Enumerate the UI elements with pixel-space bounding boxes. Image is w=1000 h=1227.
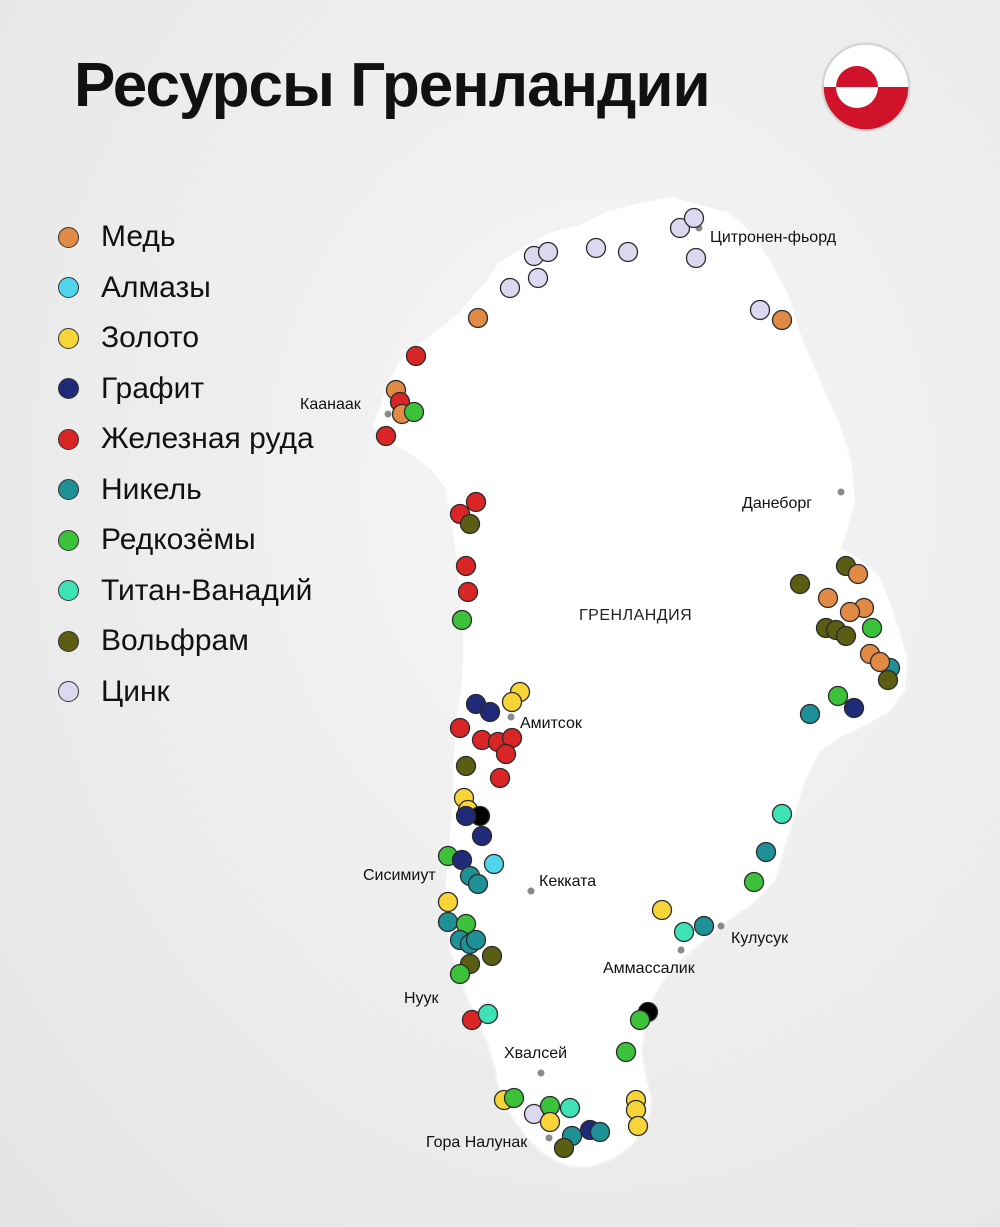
deposit-marker-rare [631, 1011, 650, 1030]
deposit-marker-rare [405, 403, 424, 422]
place-dot [385, 411, 392, 418]
legend-label: Медь [101, 220, 176, 254]
deposit-marker-copper [849, 565, 868, 584]
deposit-marker-titanium [479, 1005, 498, 1024]
deposit-marker-zinc [687, 249, 706, 268]
deposit-marker-rare [453, 611, 472, 630]
deposit-marker-graphite [481, 703, 500, 722]
deposit-marker-tungsten [791, 575, 810, 594]
place-label-kulusuk: Кулусук [731, 930, 789, 947]
deposit-marker-iron [451, 719, 470, 738]
deposit-marker-copper [773, 311, 792, 330]
legend-label: Титан-Ванадий [101, 573, 313, 607]
place-label-amitsok: Амитсок [520, 715, 582, 732]
deposit-marker-tungsten [461, 515, 480, 534]
deposit-marker-zinc [529, 269, 548, 288]
deposit-marker-copper [469, 309, 488, 328]
deposit-marker-iron [491, 769, 510, 788]
legend-label: Золото [101, 321, 200, 355]
deposit-marker-gold [439, 893, 458, 912]
place-label-ammassalik: Аммассалик [603, 960, 695, 977]
place-label-nalunaq: Гора Налунак [426, 1134, 528, 1151]
deposit-marker-nickel [469, 875, 488, 894]
deposit-marker-iron [457, 557, 476, 576]
deposit-marker-titanium [773, 805, 792, 824]
legend-label: Железная руда [101, 422, 314, 456]
deposit-marker-zinc [539, 243, 558, 262]
deposit-marker-tungsten [483, 947, 502, 966]
place-label-kekkata: Кекката [539, 873, 597, 890]
deposit-marker-nickel [591, 1123, 610, 1142]
deposit-marker-nickel [801, 705, 820, 724]
legend-label: Графит [101, 371, 205, 405]
legend-label: Цинк [101, 674, 170, 708]
place-dot [538, 1070, 545, 1077]
deposit-marker-graphite [457, 807, 476, 826]
deposit-marker-tungsten [555, 1139, 574, 1158]
deposit-marker-zinc [619, 243, 638, 262]
place-label-hvalsey: Хвалсей [504, 1045, 568, 1062]
page-title: Ресурсы Гренландии [74, 51, 710, 120]
deposit-marker-tungsten [837, 627, 856, 646]
deposit-marker-copper [871, 653, 890, 672]
deposit-marker-iron [467, 493, 486, 512]
deposit-marker-nickel [467, 931, 486, 950]
deposit-marker-iron [459, 583, 478, 602]
deposit-marker-iron [497, 745, 516, 764]
place-label-nuuk: Нуук [404, 990, 439, 1007]
deposit-marker-graphite [845, 699, 864, 718]
deposit-marker-tungsten [457, 757, 476, 776]
deposit-marker-gold [541, 1113, 560, 1132]
place-dot [678, 947, 685, 954]
deposit-marker-copper [841, 603, 860, 622]
deposit-marker-zinc [685, 209, 704, 228]
deposit-marker-copper [819, 589, 838, 608]
deposit-marker-gold [653, 901, 672, 920]
legend-label: Никель [101, 472, 202, 506]
legend-label: Алмазы [101, 270, 211, 304]
deposit-marker-iron [377, 427, 396, 446]
deposit-marker-rare [863, 619, 882, 638]
place-label-sisimiut: Сисимиут [363, 867, 436, 884]
deposit-marker-zinc [751, 301, 770, 320]
deposit-marker-gold [503, 693, 522, 712]
place-dot [718, 923, 725, 930]
place-dot [838, 489, 845, 496]
place-label-qaanaaq: Каанаак [300, 396, 361, 413]
deposit-marker-rare [505, 1089, 524, 1108]
deposit-marker-iron [407, 347, 426, 366]
deposit-marker-rare [829, 687, 848, 706]
deposit-marker-rare [617, 1043, 636, 1062]
deposit-marker-gold [629, 1117, 648, 1136]
place-dot [508, 714, 515, 721]
deposit-marker-graphite [473, 827, 492, 846]
deposit-marker-nickel [439, 913, 458, 932]
deposit-marker-zinc [501, 279, 520, 298]
deposit-marker-nickel [757, 843, 776, 862]
place-dot [528, 888, 535, 895]
legend-label: Вольфрам [101, 624, 249, 658]
deposit-marker-tungsten [879, 671, 898, 690]
deposit-marker-diamonds [485, 855, 504, 874]
deposit-marker-rare [451, 965, 470, 984]
deposit-marker-titanium [675, 923, 694, 942]
deposit-marker-zinc [587, 239, 606, 258]
deposit-marker-titanium [561, 1099, 580, 1118]
deposit-marker-nickel [695, 917, 714, 936]
place-label-daneborg: Данеборг [742, 495, 813, 512]
deposit-marker-rare [745, 873, 764, 892]
place-dot [546, 1135, 553, 1142]
country-label: ГРЕНЛАНДИЯ [579, 607, 693, 624]
place-label-citronen: Цитронен-фьорд [710, 229, 837, 246]
legend-label: Редкозёмы [101, 523, 256, 557]
